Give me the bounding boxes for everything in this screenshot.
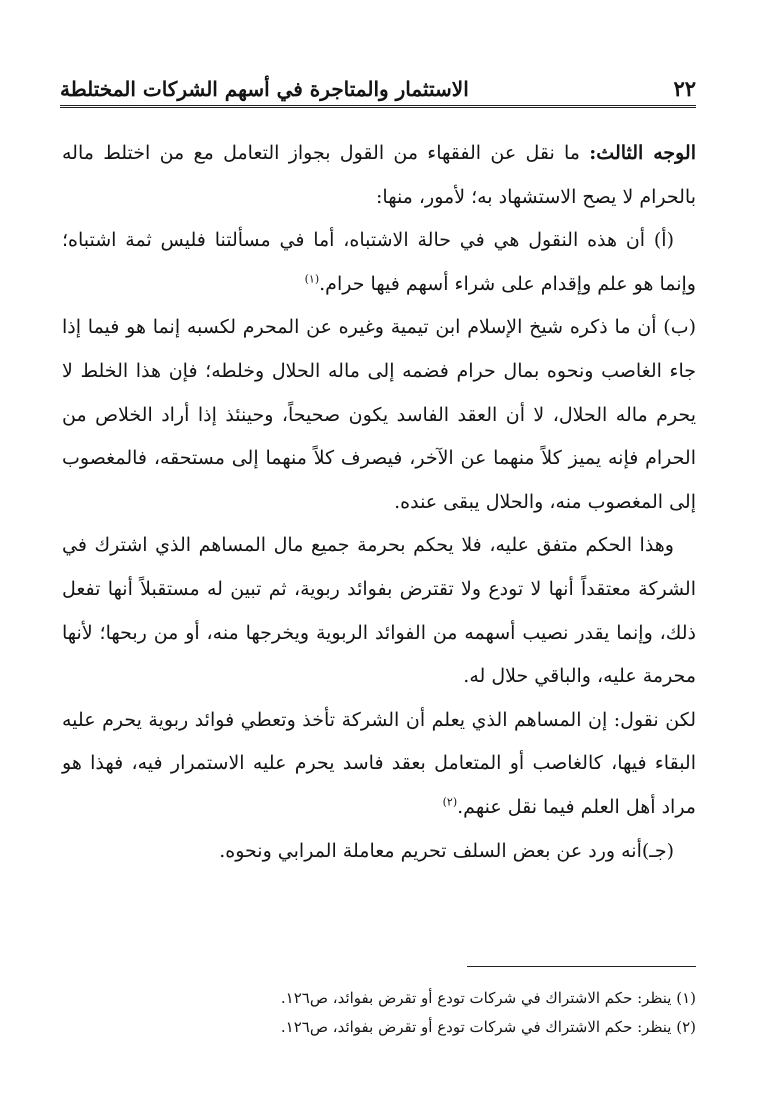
footnotes bbox=[62, 984, 696, 1042]
footnote-reference: (٢) bbox=[442, 795, 458, 809]
footnote-item: (١) ينظر: حكم الاشتراك في شركات تودع أو تقرض بفوائد، ص١٢٦. bbox=[280, 989, 696, 1007]
main-text bbox=[62, 132, 696, 873]
paragraph-third-aspect bbox=[62, 132, 696, 219]
paragraph-point-c bbox=[62, 830, 696, 874]
paragraph-ruling bbox=[62, 524, 696, 698]
running-header bbox=[60, 74, 696, 108]
paragraph-text: (ب) أن ما ذكره شيخ الإسلام ابن تيمية وغيره عن المحرم لكسبه إنما هو فيما إذا جاء الغاصب ونحوه بمال حرام فضمه إلى ماله الحلال وخلطه؛ فإن هذا الخلط لا يحرم ماله الحلال، لا أن العقد الفاسد يكون صحيحاً، وحينئذ إذا أراد الخلاص من الحرام فإنه يميز كلاً منهما عن الآخر، فيصرف كلاً منهما إلى مستحقه، فالمغصوب إلى المغصوب منه، والحلال يبقى عنده. bbox=[62, 316, 696, 513]
footnote-separator bbox=[467, 966, 696, 967]
paragraph-text: لكن نقول: إن المساهم الذي يعلم أن الشركة تأخذ وتعطي فوائد ربوية يحرم عليه البقاء فيها، كالغاصب أو المتعامل بعقد فاسد يحرم عليه الاستمرار فيه، فهذا هو مراد أهل العلم فيما نقل عنهم. bbox=[62, 708, 696, 818]
paragraph-however bbox=[62, 699, 696, 830]
paragraph-text: ما نقل عن الفقهاء من القول بجواز التعامل مع من اختلط ماله بالحرام لا يصح الاستشهاد به؛ لأمور، منها: bbox=[62, 142, 696, 208]
paragraph-text: (أ) أن هذه النقول هي في حالة الاشتباه، أما في مسألتنا فليس ثمة اشتباه؛ وإنما هو علم وإقدام على شراء أسهم فيها حرام. bbox=[62, 229, 696, 295]
running-header-title: الاستثمار والمتاجرة في أسهم الشركات المختلطة bbox=[60, 77, 469, 101]
footnote-item: (٢) ينظر: حكم الاشتراك في شركات تودع أو تقرض بفوائد، ص١٢٦. bbox=[280, 1018, 696, 1036]
footnote-reference: (١) bbox=[304, 272, 320, 286]
page-number: ٢٢ bbox=[673, 76, 696, 101]
paragraph-text: (جـ)أنه ورد عن بعض السلف تحريم معاملة المرابي ونحوه. bbox=[219, 839, 674, 862]
paragraph-point-b bbox=[62, 306, 696, 524]
paragraph-point-a bbox=[62, 219, 696, 306]
paragraph-text: وهذا الحكم متفق عليه، فلا يحكم بحرمة جميع مال المساهم الذي اشترك في الشركة معتقداً أنها لا تودع ولا تقترض بفوائد ربوية، ثم تبين له مستقبلاً أنها تفعل ذلك، وإنما يقدر نصيب أسهمه من الفوائد الربوية ويخرجها منه، أو من ربحها؛ لأنها محرمة عليه، والباقي حلال له. bbox=[62, 534, 696, 688]
section-lead: الوجه الثالث: bbox=[589, 142, 697, 164]
